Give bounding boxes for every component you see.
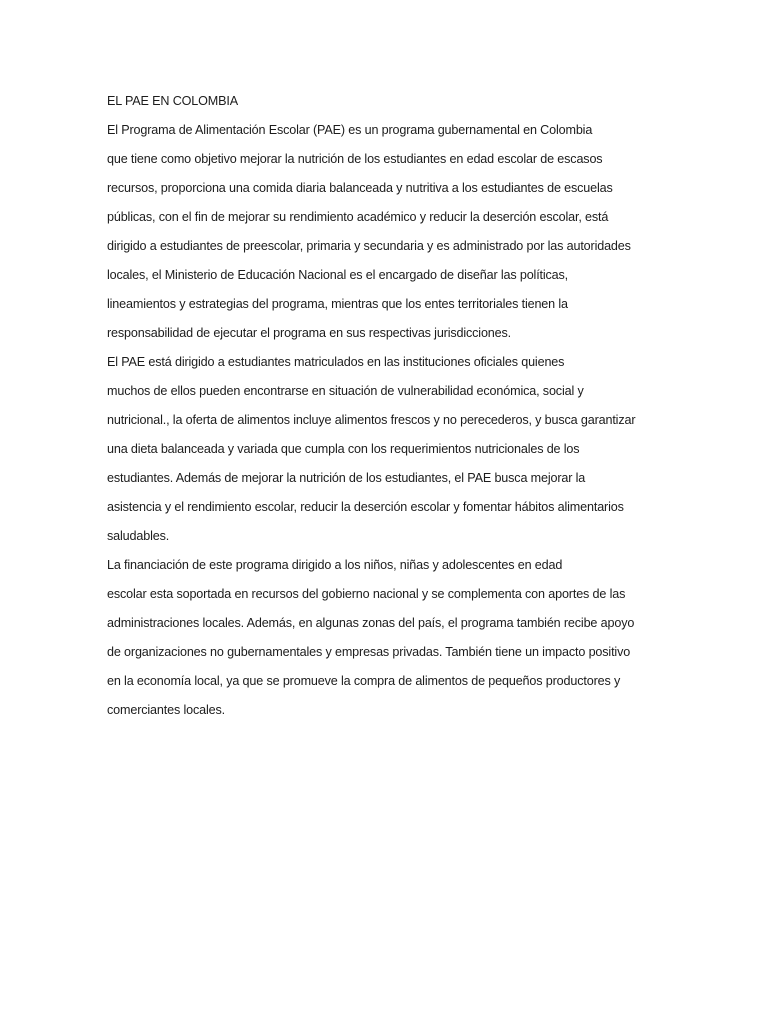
- text-line: El PAE está dirigido a estudiantes matriculados en las instituciones oficiales quienes: [107, 355, 565, 369]
- text-line: nutricional., la oferta de alimentos incluye alimentos frescos y no perecederos, y busca garantizar: [107, 413, 636, 427]
- text-line: administraciones locales. Además, en algunas zonas del país, el programa también recibe apoyo: [107, 616, 635, 630]
- text-line: públicas, con el fin de mejorar su rendimiento académico y reducir la deserción escolar, está: [107, 210, 609, 224]
- text-line: escolar esta soportada en recursos del gobierno nacional y se complementa con aportes de las: [107, 587, 626, 601]
- text-line: dirigido a estudiantes de preescolar, primaria y secundaria y es administrado por las autoridades: [107, 239, 631, 253]
- text-line: que tiene como objetivo mejorar la nutrición de los estudiantes en edad escolar de escasos: [107, 152, 603, 166]
- text-line: de organizaciones no gubernamentales y empresas privadas. También tiene un impacto positivo: [107, 645, 631, 659]
- text-line: El Programa de Alimentación Escolar (PAE) es un programa gubernamental en Colombia: [107, 123, 593, 137]
- text-line: saludables.: [107, 529, 170, 543]
- text-line: estudiantes. Además de mejorar la nutrición de los estudiantes, el PAE busca mejorar la: [107, 471, 586, 485]
- text-line: locales, el Ministerio de Educación Nacional es el encargado de diseñar las políticas,: [107, 268, 569, 282]
- document-title: EL PAE EN COLOMBIA: [107, 94, 238, 108]
- text-line: muchos de ellos pueden encontrarse en situación de vulnerabilidad económica, social y: [107, 384, 584, 398]
- text-line: lineamientos y estrategias del programa, mientras que los entes territoriales tienen la: [107, 297, 568, 311]
- document-body: [107, 89, 727, 727]
- text-line: recursos, proporciona una comida diaria balanceada y nutritiva a los estudiantes de escuelas: [107, 181, 613, 195]
- text-line: La financiación de este programa dirigido a los niños, niñas y adolescentes en edad: [107, 558, 563, 572]
- text-line: asistencia y el rendimiento escolar, reducir la deserción escolar y fomentar hábitos alimentarios: [107, 500, 624, 514]
- text-line: responsabilidad de ejecutar el programa en sus respectivas jurisdicciones.: [107, 326, 512, 340]
- text-line: una dieta balanceada y variada que cumpla con los requerimientos nutricionales de los: [107, 442, 580, 456]
- text-line: en la economía local, ya que se promueve la compra de alimentos de pequeños productores y: [107, 674, 621, 688]
- text-line: comerciantes locales.: [107, 703, 225, 717]
